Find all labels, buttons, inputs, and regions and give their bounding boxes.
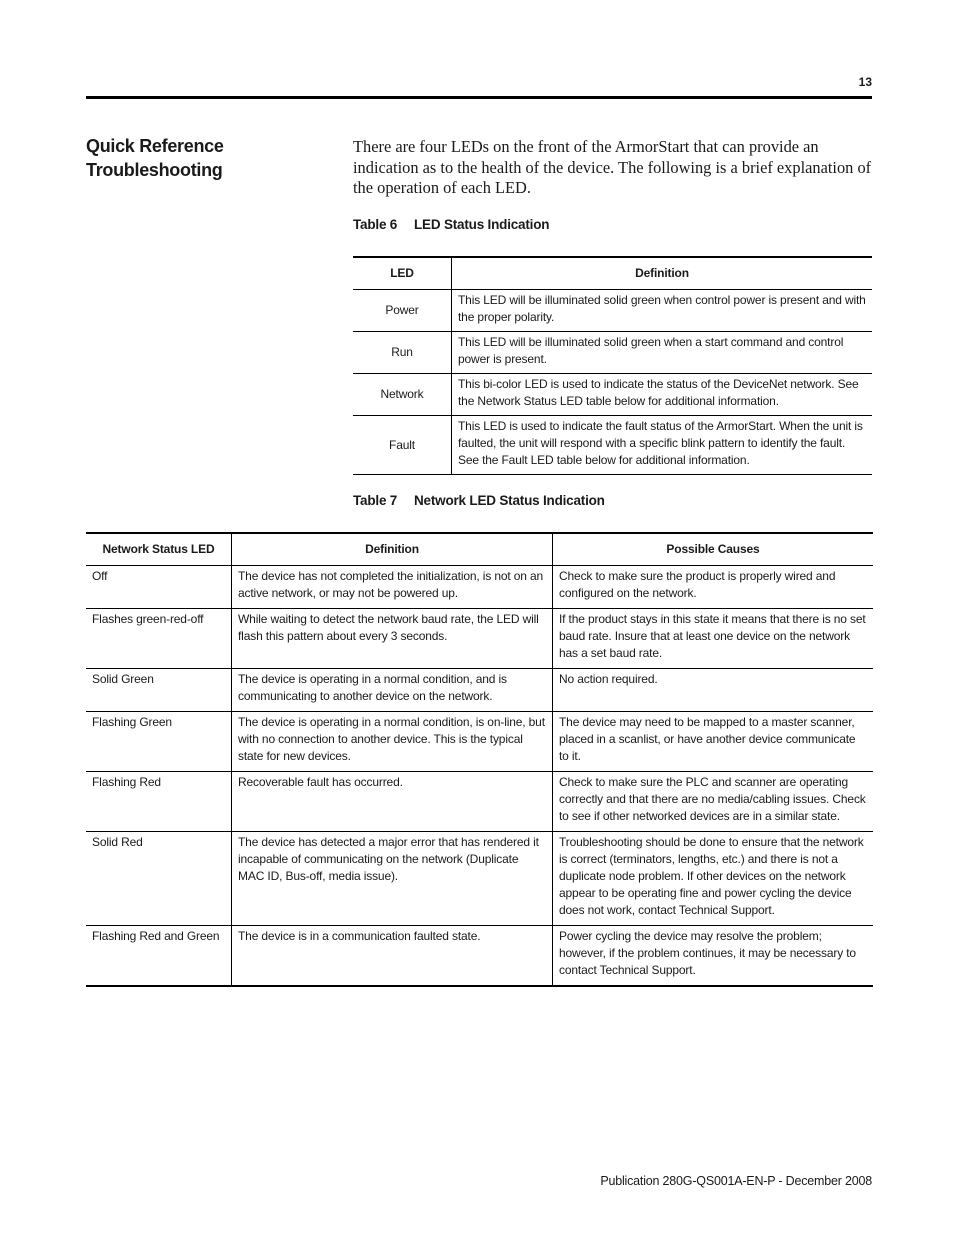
led-name-cell: Network xyxy=(353,374,452,416)
possible-causes-cell: Power cycling the device may resolve the problem; however, if the problem continues, it may be necessary to contact Technical Support. xyxy=(559,929,856,977)
table-row xyxy=(86,712,873,772)
table6-caption-title: LED Status Indication xyxy=(414,217,550,232)
table-row xyxy=(86,669,873,712)
table-row xyxy=(353,290,872,332)
section-title: Quick Reference Troubleshooting xyxy=(86,136,224,180)
possible-causes-cell: Troubleshooting should be done to ensure that the network is correct (terminators, lengths, etc.) and there is not a duplicate node problem. If other devices on the network appear to be operating fine and power cycling the device does not work, contact Technical Support. xyxy=(559,835,864,917)
status-cell: Flashing Green xyxy=(86,712,232,772)
led-status-table xyxy=(353,256,872,475)
possible-causes-cell: No action required. xyxy=(559,672,658,686)
led-name-cell: Fault xyxy=(353,416,452,475)
header-rule xyxy=(86,96,872,99)
definition-cell: The device has not completed the initialization, is not on an active network, or may not be powered up. xyxy=(232,566,553,609)
possible-causes-cell: Check to make sure the PLC and scanner are operating correctly and that there are no media/cabling issues. Check to see if other networked devices are in a similar state. xyxy=(559,775,866,823)
table-row xyxy=(86,609,873,669)
status-cell: Off xyxy=(86,566,232,609)
led-definition-cell: This bi-color LED is used to indicate the status of the DeviceNet network. See the Network Status LED table below for additional information. xyxy=(458,377,859,408)
status-cell: Solid Red xyxy=(86,832,232,926)
table-header-row xyxy=(86,533,873,566)
table-row xyxy=(86,926,873,987)
definition-cell: The device is in a communication faulted state. xyxy=(232,926,553,987)
led-name-cell: Power xyxy=(353,290,452,332)
table-row xyxy=(353,416,872,475)
led-definition-cell: This LED will be illuminated solid green when control power is present and with the proper polarity. xyxy=(458,293,866,324)
table-row xyxy=(86,772,873,832)
table-header-row xyxy=(353,257,872,290)
column-header-definition: Definition xyxy=(635,266,689,280)
intro-paragraph: There are four LEDs on the front of the ArmorStart that can provide an indication as to the health of the device. The following is a brief explanation of the operation of each LED. xyxy=(353,137,872,197)
led-definition-cell: This LED is used to indicate the fault status of the ArmorStart. When the unit is faulted, the unit will respond with a specific blink pattern to identify the fault. See the Fault LED table below for additional information. xyxy=(458,419,863,467)
definition-cell: The device is operating in a normal condition, and is communicating to another device on the network. xyxy=(232,669,553,712)
network-led-status-table xyxy=(86,532,873,987)
table7-caption xyxy=(353,493,605,508)
column-header-led: LED xyxy=(353,257,452,290)
table7-caption-number: Table 7 xyxy=(353,493,398,508)
page-number: 13 xyxy=(858,75,872,89)
status-cell: Solid Green xyxy=(86,669,232,712)
possible-causes-cell: If the product stays in this state it means that there is no set baud rate. Insure that at least one device on the network has a set baud rate. xyxy=(559,612,866,660)
table7-caption-title: Network LED Status Indication xyxy=(414,493,605,508)
column-header-possible-causes: Possible Causes xyxy=(666,542,760,556)
table-row xyxy=(86,832,873,926)
definition-cell: The device has detected a major error that has rendered it incapable of communicating on the network (Duplicate MAC ID, Bus-off, media issue). xyxy=(232,832,553,926)
column-header-network-status-led: Network Status LED xyxy=(86,533,232,566)
column-header-definition: Definition xyxy=(232,533,553,566)
table-row xyxy=(353,332,872,374)
possible-causes-cell: The device may need to be mapped to a master scanner, placed in a scanlist, or have another device communicate to it. xyxy=(559,715,856,763)
publication-footer: Publication 280G-QS001A-EN-P - December 2008 xyxy=(600,1174,872,1188)
table-row xyxy=(353,374,872,416)
table-row xyxy=(86,566,873,609)
possible-causes-cell: Check to make sure the product is properly wired and configured on the network. xyxy=(559,569,836,600)
definition-cell: While waiting to detect the network baud rate, the LED will flash this pattern about every 3 seconds. xyxy=(232,609,553,669)
led-definition-cell: This LED will be illuminated solid green when a start command and control power is present. xyxy=(458,335,844,366)
status-cell: Flashes green-red-off xyxy=(86,609,232,669)
status-cell: Flashing Red and Green xyxy=(86,926,232,987)
definition-cell: The device is operating in a normal condition, is on-line, but with no connection to another device. This is the typical state for new devices. xyxy=(232,712,553,772)
led-name-cell: Run xyxy=(353,332,452,374)
table6-caption-number: Table 6 xyxy=(353,217,398,232)
table6-caption xyxy=(353,217,549,232)
definition-cell: Recoverable fault has occurred. xyxy=(232,772,553,832)
status-cell: Flashing Red xyxy=(86,772,232,832)
